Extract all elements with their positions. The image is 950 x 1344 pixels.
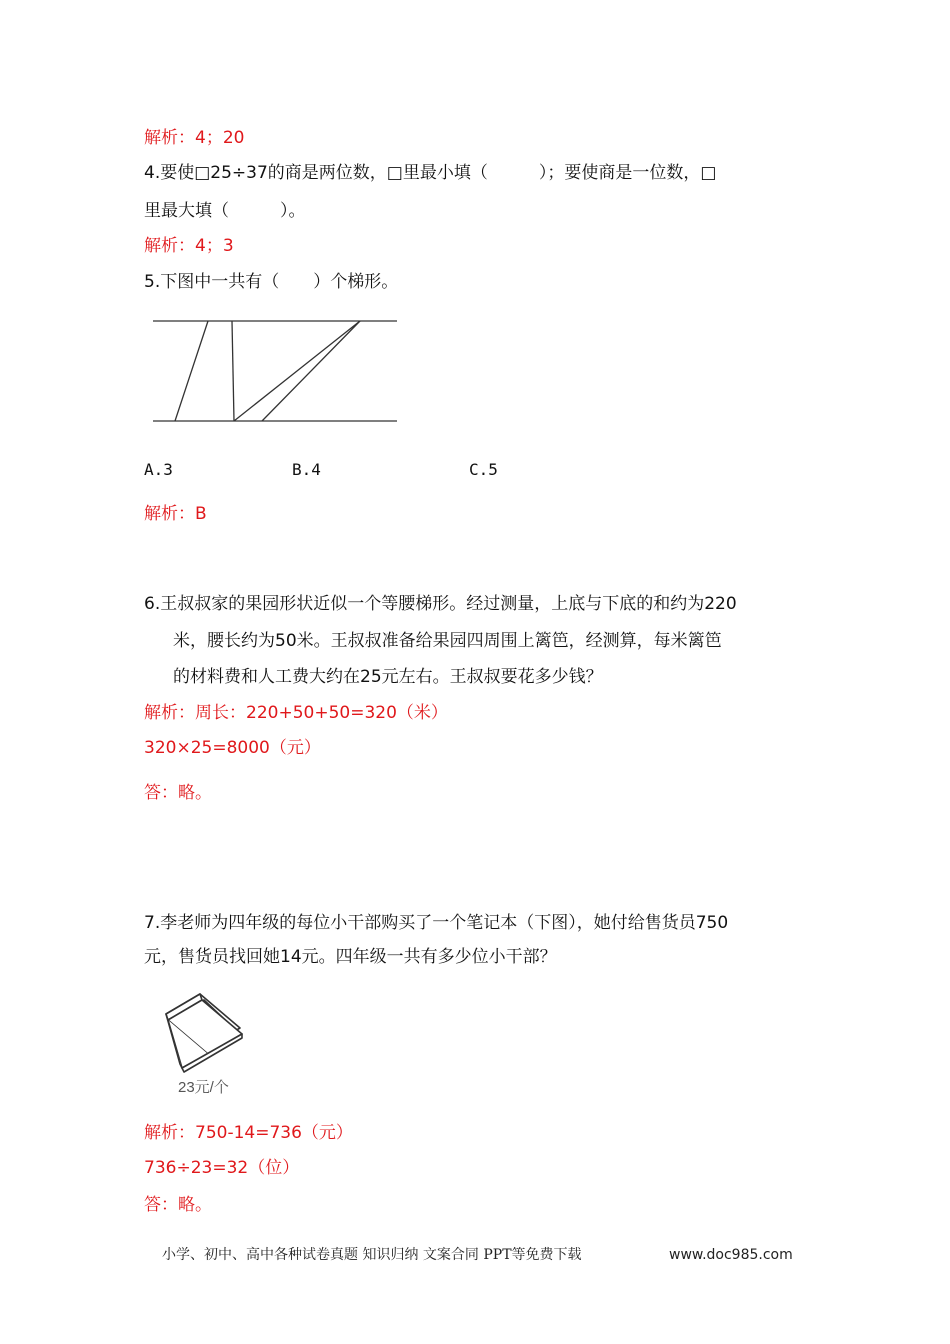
q6-answer-2: 320×25=8000（元） (144, 738, 321, 758)
q7-answer-1: 解析：750-14=736（元） (144, 1123, 353, 1143)
q6-answer-1: 解析：周长：220+50+50=320（米） (144, 703, 448, 723)
q5-option-a: A.3 (144, 460, 173, 479)
q4-line-1: 4.要使□25÷37的商是两位数，□里最小填（ ）；要使商是一位数，□ (144, 163, 717, 183)
q3-answer: 解析：4；20 (144, 128, 245, 148)
q6-line-3: 的材料费和人工费大约在25元左右。王叔叔要花多少钱？ (173, 667, 603, 687)
q5-answer: 解析：B (144, 504, 207, 524)
q4-line-2: 里最大填（ ）。 (144, 201, 306, 221)
footer-text: 小学、初中、高中各种试卷真题 知识归纳 文案合同 PPT等免费下载 (162, 1247, 582, 1263)
q4-answer: 解析：4；3 (144, 236, 234, 256)
q7-line-2: 元，售货员找回她14元。四年级一共有多少位小干部？ (144, 947, 557, 967)
q5-question: 5.下图中一共有（ ）个梯形。 (144, 272, 399, 292)
q6-line-2: 米，腰长约为50米。王叔叔准备给果园四周围上篱笆，经测算，每米篱笆 (173, 631, 722, 651)
notebook-price: 23元/个 (178, 1079, 229, 1096)
q5-option-b: B.4 (292, 460, 321, 479)
trapezoid-figure (150, 315, 402, 427)
q5-option-c: C.5 (469, 460, 498, 479)
q6-answer-3: 答：略。 (144, 783, 212, 803)
notebook-icon (160, 988, 246, 1074)
q7-answer-3: 答：略。 (144, 1195, 212, 1215)
q7-line-1: 7.李老师为四年级的每位小干部购买了一个笔记本（下图），她付给售货员750 (144, 913, 729, 933)
footer-url[interactable]: www.doc985.com (669, 1247, 793, 1263)
q6-line-1: 6.王叔叔家的果园形状近似一个等腰梯形。经过测量，上底与下底的和约为220 (144, 594, 737, 614)
q7-answer-2: 736÷23=32（位） (144, 1158, 300, 1178)
